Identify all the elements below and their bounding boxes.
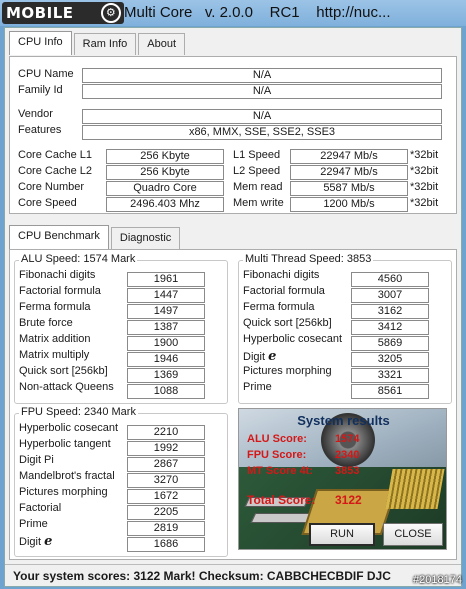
mt-row-label: Quick sort [256kb] bbox=[243, 317, 332, 329]
l1-speed-value: 22947 Mb/s bbox=[290, 149, 408, 164]
core-speed-value: 2496.403 Mhz bbox=[106, 197, 224, 212]
fpu-group bbox=[14, 406, 228, 557]
mt-digit-label: Digit bbox=[243, 351, 266, 363]
mt-row-value: 3205 bbox=[351, 352, 429, 367]
l1-speed-suffix: *32bit bbox=[410, 149, 439, 161]
alu-row-value: 1387 bbox=[127, 320, 205, 335]
fpu-title: FPU Speed: 2340 Mark bbox=[21, 406, 136, 418]
fpu-row-value: 2819 bbox=[127, 521, 205, 536]
mem-read-suffix: *32bit bbox=[410, 181, 439, 193]
tab-cpu-benchmark[interactable]: CPU Benchmark bbox=[9, 225, 109, 249]
status-bar: Your system scores: 3122 Mark! Checksum: CABBCHECBDIF DJC bbox=[5, 564, 461, 586]
bottom-tabs bbox=[9, 227, 182, 249]
alu-row-label: Quick sort [256kb] bbox=[19, 365, 108, 377]
l1-speed-label: L1 Speed bbox=[233, 149, 281, 161]
mt-row-label: Factorial formula bbox=[243, 285, 325, 297]
vendor-value: N/A bbox=[82, 109, 442, 124]
fpu-row-value: 3270 bbox=[127, 473, 205, 488]
fpu-row-value: 2205 bbox=[127, 505, 205, 520]
alu-row-label: Matrix addition bbox=[19, 333, 91, 345]
results-title: System results bbox=[297, 413, 390, 428]
alu-row-label: Matrix multiply bbox=[19, 349, 90, 361]
vendor-label: Vendor bbox=[18, 108, 53, 120]
tab-cpu-info[interactable]: CPU Info bbox=[9, 31, 72, 55]
system-results-panel bbox=[238, 408, 447, 550]
fpu-row-value: 1992 bbox=[127, 441, 205, 456]
alu-score-value: 1574 bbox=[335, 433, 360, 445]
logo-text: MOBILE bbox=[6, 4, 74, 22]
tab-diagnostic[interactable]: Diagnostic bbox=[111, 227, 180, 249]
close-button[interactable]: CLOSE bbox=[383, 523, 443, 546]
main-window bbox=[4, 27, 462, 587]
run-button[interactable]: RUN bbox=[309, 523, 375, 546]
fpu-row-label: Mandelbrot's fractal bbox=[19, 470, 115, 482]
fpu-row-label: Prime bbox=[19, 518, 48, 530]
total-score-value: 3122 bbox=[335, 493, 362, 507]
alu-row-label: Ferma formula bbox=[19, 301, 91, 313]
alu-row-value: 1900 bbox=[127, 336, 205, 351]
features-label: Features bbox=[18, 124, 62, 136]
mem-read-label: Mem read bbox=[233, 181, 283, 193]
gear-icon: ⚙ bbox=[101, 3, 121, 23]
mt-group bbox=[238, 253, 452, 404]
fpu-row-label: Digit Pi bbox=[19, 454, 54, 466]
mt-row-label: Prime bbox=[243, 381, 272, 393]
mt-score-label: MT Score 4t: bbox=[247, 465, 314, 477]
features-value: x86, MMX, SSE, SSE2, SSE3 bbox=[82, 125, 442, 140]
core-cache-l2-label: Core Cache L2 bbox=[18, 165, 92, 177]
cpu-name-value: N/A bbox=[82, 68, 442, 83]
fpu-row-label: Factorial bbox=[19, 502, 62, 514]
fpu-digit-label: Digit bbox=[19, 536, 42, 548]
fpu-row-label bbox=[19, 534, 52, 549]
alu-row-label: Factorial formula bbox=[19, 285, 101, 297]
core-cache-l1-label: Core Cache L1 bbox=[18, 149, 92, 161]
mt-row-label: Pictures morphing bbox=[243, 365, 332, 377]
window-title: Multi Core v. 2.0.0 RC1 http://nuc... bbox=[124, 4, 391, 21]
fpu-row-label: Hyperbolic tangent bbox=[19, 438, 111, 450]
l2-speed-value: 22947 Mb/s bbox=[290, 165, 408, 180]
alu-row-value: 1946 bbox=[127, 352, 205, 367]
mt-row-label: Ferma formula bbox=[243, 301, 315, 313]
mt-row-value: 8561 bbox=[351, 384, 429, 399]
fpu-row-value: 1686 bbox=[127, 537, 205, 552]
core-cache-l2-value: 256 Kbyte bbox=[106, 165, 224, 180]
core-speed-label: Core Speed bbox=[18, 197, 77, 209]
core-number-value: Quadro Core bbox=[106, 181, 224, 196]
mt-row-value: 5869 bbox=[351, 336, 429, 351]
alu-row-label: Fibonachi digits bbox=[19, 269, 96, 281]
alu-row-value: 1369 bbox=[127, 368, 205, 383]
mem-read-value: 5587 Mb/s bbox=[290, 181, 408, 196]
l2-speed-suffix: *32bit bbox=[410, 165, 439, 177]
mt-row-label: Fibonachi digits bbox=[243, 269, 320, 281]
tab-about[interactable]: About bbox=[138, 33, 185, 55]
fpu-row-value: 2867 bbox=[127, 457, 205, 472]
mt-row-value: 3321 bbox=[351, 368, 429, 383]
mt-row-value: 3162 bbox=[351, 304, 429, 319]
fpu-score-value: 2340 bbox=[335, 449, 360, 461]
core-cache-l1-value: 256 Kbyte bbox=[106, 149, 224, 164]
alu-score-label: ALU Score: bbox=[247, 433, 307, 445]
title-bar bbox=[0, 0, 466, 26]
mt-row-label bbox=[243, 349, 276, 364]
mem-write-suffix: *32bit bbox=[410, 197, 439, 209]
alu-row-value: 1497 bbox=[127, 304, 205, 319]
tab-ram-info[interactable]: Ram Info bbox=[74, 33, 137, 55]
alu-group bbox=[14, 253, 228, 404]
euler-e-glyph: e bbox=[44, 534, 53, 549]
mobile01-logo bbox=[2, 2, 124, 24]
alu-title: ALU Speed: 1574 Mark bbox=[21, 253, 136, 265]
family-id-label: Family Id bbox=[18, 84, 63, 96]
mem-write-label: Mem write bbox=[233, 197, 284, 209]
alu-row-value: 1961 bbox=[127, 272, 205, 287]
alu-row-label: Brute force bbox=[19, 317, 73, 329]
mt-row-value: 3412 bbox=[351, 320, 429, 335]
mt-score-value: 3853 bbox=[335, 465, 360, 477]
mt-row-label: Hyperbolic cosecant bbox=[243, 333, 343, 345]
fpu-row-value: 1672 bbox=[127, 489, 205, 504]
core-number-label: Core Number bbox=[18, 181, 85, 193]
cpu-info-panel bbox=[9, 56, 457, 214]
fpu-row-label: Pictures morphing bbox=[19, 486, 108, 498]
mt-row-value: 3007 bbox=[351, 288, 429, 303]
fpu-row-label: Hyperbolic cosecant bbox=[19, 422, 119, 434]
euler-e-glyph: e bbox=[268, 349, 277, 364]
fpu-score-label: FPU Score: bbox=[247, 449, 307, 461]
alu-row-label: Non-attack Queens bbox=[19, 381, 114, 393]
cpu-name-label: CPU Name bbox=[18, 68, 74, 80]
mt-title: Multi Thread Speed: 3853 bbox=[245, 253, 372, 265]
alu-row-value: 1088 bbox=[127, 384, 205, 399]
mt-row-value: 4560 bbox=[351, 272, 429, 287]
heatsink-graphic bbox=[385, 469, 444, 509]
fpu-row-value: 2210 bbox=[127, 425, 205, 440]
mem-write-value: 1200 Mb/s bbox=[290, 197, 408, 212]
total-score-label: Total Score: bbox=[247, 493, 316, 507]
alu-row-value: 1447 bbox=[127, 288, 205, 303]
top-tabs bbox=[9, 33, 187, 55]
watermark: #2018174 bbox=[413, 574, 462, 586]
family-id-value: N/A bbox=[82, 84, 442, 99]
l2-speed-label: L2 Speed bbox=[233, 165, 281, 177]
